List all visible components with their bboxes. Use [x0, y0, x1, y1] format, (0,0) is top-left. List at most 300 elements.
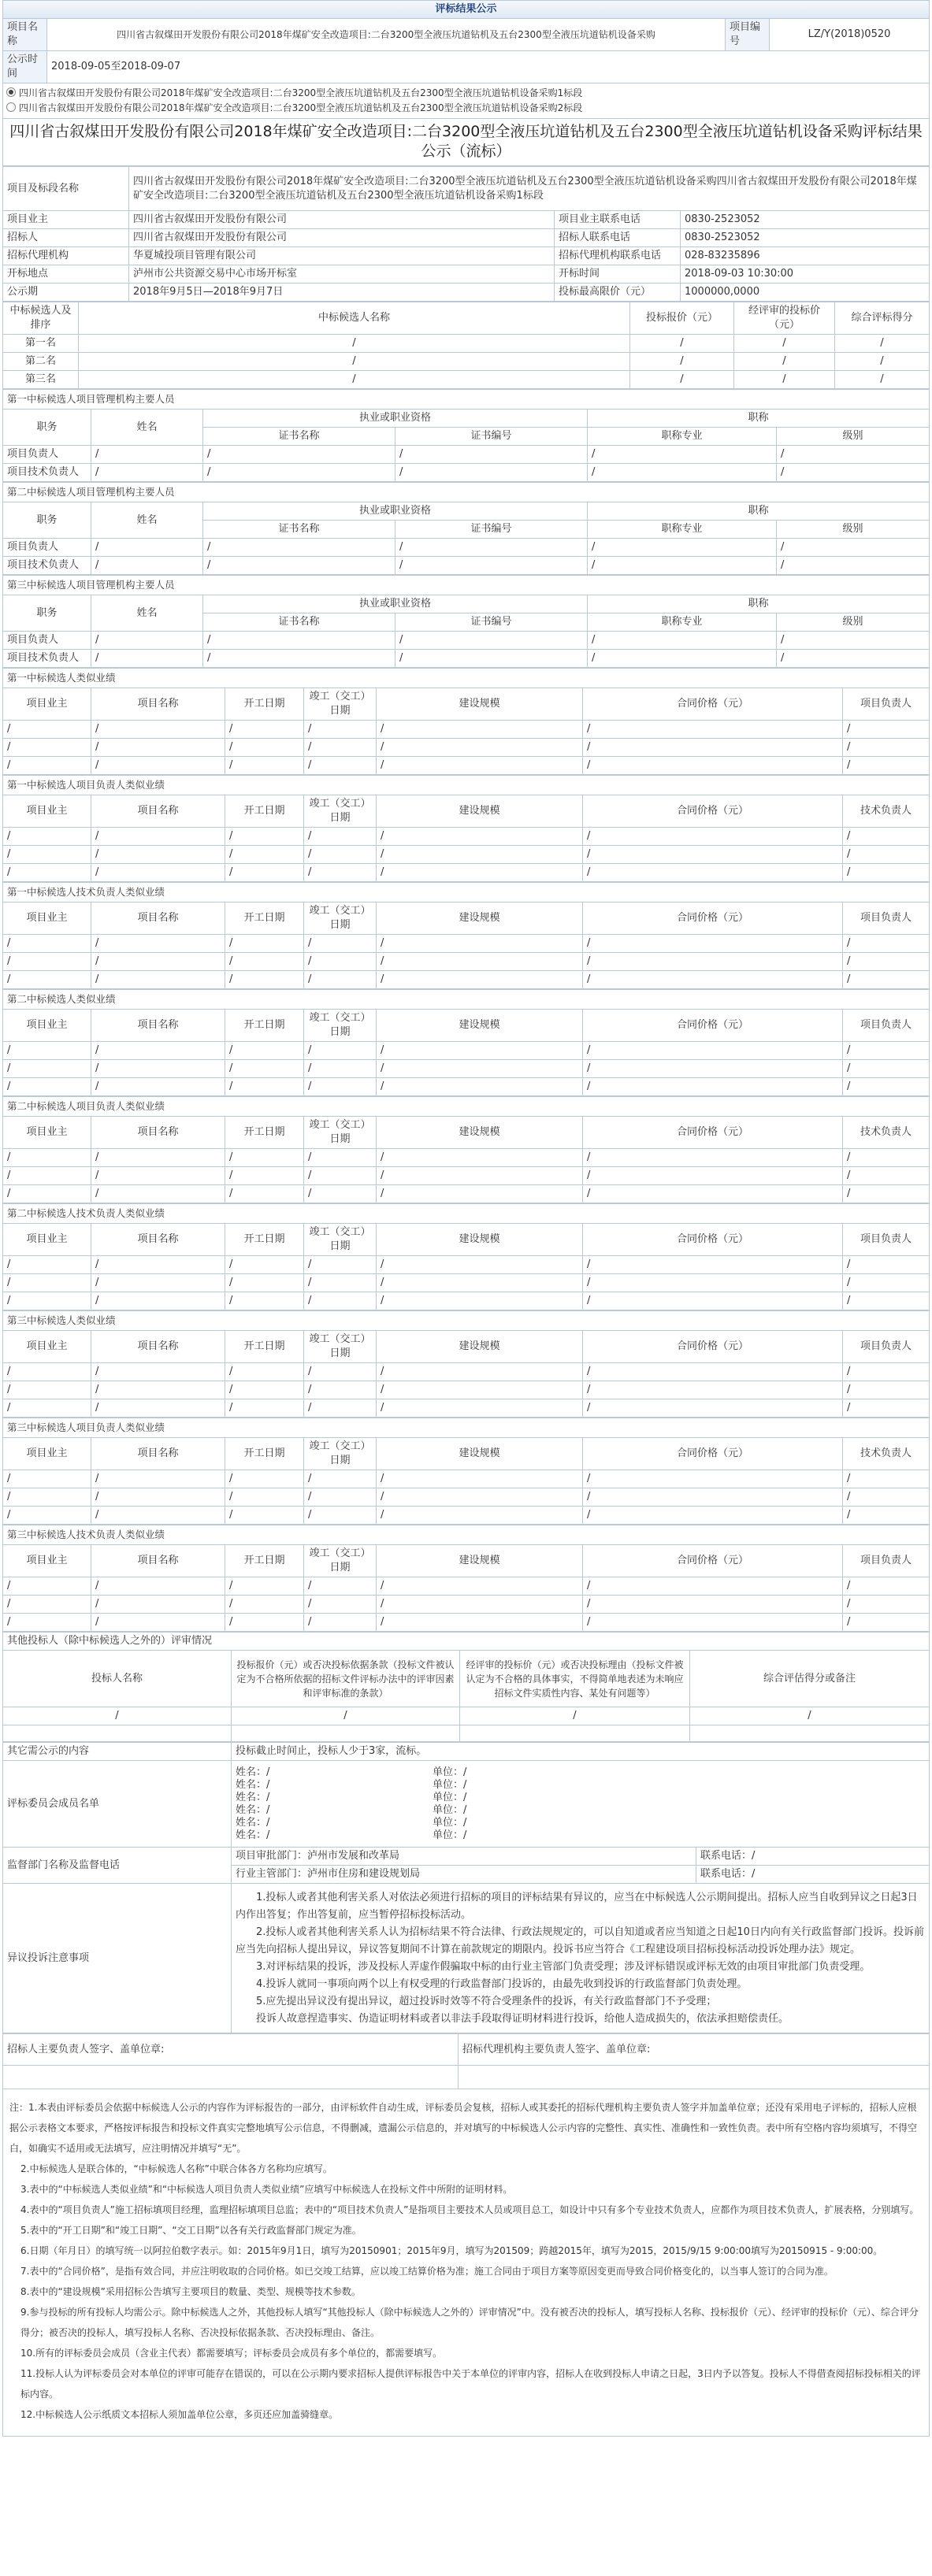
performance-cell: / [583, 1042, 843, 1060]
perf-header-start: 开工日期 [225, 1545, 304, 1577]
performance-cell: / [304, 953, 377, 971]
project-name-label: 项目名称 [3, 19, 47, 51]
performance-cell: / [91, 1042, 225, 1060]
owner-phone-value: 0830-2523052 [681, 211, 930, 229]
lot-option-1[interactable]: 四川省古叙煤田开发股份有限公司2018年煤矿安全改造项目:二台3200型全液压坑道钻机及五台2300型全液压坑道钻机设备采购1标段 [6, 86, 926, 101]
performance-row [3, 828, 930, 846]
committee-member [236, 1804, 925, 1817]
page-title: 四川省古叙煤田开发股份有限公司2018年煤矿安全改造项目:二台3200型全液压坑道钻机及五台2300型全液压坑道钻机设备采购评标结果公示（流标） [2, 119, 930, 166]
performance-cell: / [3, 971, 91, 989]
duty-header: 职务 [3, 502, 91, 539]
performance-cell: / [225, 1292, 304, 1310]
open-time-value: 2018-09-03 10:30:00 [681, 265, 930, 284]
performance-cell: / [225, 1381, 304, 1399]
performance-cell: / [583, 721, 843, 739]
performance-cell: / [91, 1078, 225, 1096]
performance-cell: / [91, 1256, 225, 1274]
performance-cell: / [377, 1488, 583, 1507]
performance-cell: / [3, 935, 91, 953]
performance-cell: / [3, 1042, 91, 1060]
perf-header-owner: 项目业主 [3, 1117, 91, 1149]
performance-cell: / [304, 935, 377, 953]
performance-cell: / [91, 1488, 225, 1507]
note-item: 9.参与投标的所有投标人均需公示。除中标候选人之外，其他投标人填写“其他投标人（除中标候选人之外的）评审情况”中。没有被否决的投标人，填写投标人名称、投标报价（元）、经评审的投标价（元）、综合评分得分；被否决的投标人，填写投标人名称、否决投标依据条款、否决投标理由、备注。 [20, 2307, 919, 2338]
performance-cell: / [91, 1149, 225, 1167]
objection-item: 1.投标人或者其他利害关系人对依法必须进行招标的项目的评标结果有异议的，应当在中标候选人公示期间提出。招标人应当自收到异议之日起3日内作出答复；作出答复前，应当暂停招标投标活动。 [236, 1891, 918, 1921]
performance-cell: / [583, 1614, 843, 1632]
staff-cell: / [203, 650, 395, 668]
meta-table [2, 18, 930, 83]
performance-cell: / [377, 971, 583, 989]
duty-cell: 项目负责人 [3, 539, 91, 557]
performance-cell: / [304, 1185, 377, 1203]
performance-cell: / [583, 1292, 843, 1310]
performance-table [2, 1525, 930, 1632]
performance-cell: / [843, 1274, 930, 1292]
staff-cell: / [203, 557, 395, 575]
performance-row [3, 721, 930, 739]
lot-option-2[interactable]: 四川省古叙煤田开发股份有限公司2018年煤矿安全改造项目:二台3200型全液压坑道钻机及五台2300型全液压坑道钻机设备采购2标段 [6, 101, 926, 116]
performance-cell: / [304, 1488, 377, 1507]
performance-cell: / [843, 1042, 930, 1060]
member-name: 姓名：/ [236, 1791, 270, 1803]
performance-cell: / [225, 953, 304, 971]
performance-section-title: 第一中标候选人技术负责人类似业绩 [3, 883, 930, 903]
remark-header: 综合评估得分或备注 [690, 1651, 930, 1707]
review-header: 经评审的投标价（元）或否决投标理由（投标文件被认定为不合格的具体事实，不得简单地表述为未响应招标文件实质性内容、某处有问题等） [460, 1651, 690, 1707]
performance-row [3, 864, 930, 882]
performance-cell: / [304, 1256, 377, 1274]
performance-cell: / [843, 1060, 930, 1078]
objection-item: 投诉人故意捏造事实、伪造证明材料或者以非法手段取得证明材料进行投诉，给他人造成损失的，依法承担赔偿责任。 [256, 2012, 789, 2025]
performance-cell: / [583, 1577, 843, 1596]
performance-row [3, 1507, 930, 1525]
performance-cell: / [3, 1060, 91, 1078]
performance-row [3, 1149, 930, 1167]
staff-cell: / [395, 464, 588, 482]
performance-row [3, 935, 930, 953]
approval-dept: 项目审批部门：泸州市发展和改革局 [232, 1848, 696, 1866]
performance-cell: / [225, 1149, 304, 1167]
committee-list [232, 1761, 930, 1848]
performance-row [3, 1363, 930, 1381]
performance-section-title: 第二中标候选人项目负责人类似业绩 [3, 1097, 930, 1117]
performance-cell: / [583, 828, 843, 846]
performance-table [2, 1310, 930, 1418]
level-header: 级别 [777, 521, 930, 539]
performance-cell: / [843, 1596, 930, 1614]
performance-cell: / [3, 1399, 91, 1418]
performance-cell: / [843, 1078, 930, 1096]
performance-cell: / [304, 864, 377, 882]
performance-cell: / [377, 757, 583, 775]
performance-cell: / [304, 1507, 377, 1525]
performance-cell: / [3, 721, 91, 739]
title-major-header: 职称专业 [588, 521, 777, 539]
performance-cell: / [304, 739, 377, 757]
perf-header-owner: 项目业主 [3, 795, 91, 828]
performance-cell: / [843, 1292, 930, 1310]
performance-cell: / [91, 739, 225, 757]
staff-row [3, 557, 930, 575]
performance-cell: / [304, 1274, 377, 1292]
perf-header-pname: 项目名称 [91, 688, 225, 721]
performance-cell: / [377, 864, 583, 882]
perf-header-finish: 竣工（交工）日期 [304, 903, 377, 935]
note-item: 6.日期（年月日）的填写统一以阿拉伯数字表示。如：2015年9月1日，填写为20150901；2015年9月，填写为201509；跨越2015年，填写为2015，2015/9/15 9:00:00填写为20150915 - 9:00:00。 [20, 2245, 883, 2256]
perf-header-price: 合同价格（元） [583, 1010, 843, 1042]
performance-cell: / [377, 1060, 583, 1078]
review-price-header: 经评审的投标价（元） [734, 302, 835, 335]
performance-cell: / [225, 739, 304, 757]
candidate-name: / [79, 335, 630, 353]
performance-section-title: 第一中标候选人项目负责人类似业绩 [3, 776, 930, 795]
perf-header-owner: 项目业主 [3, 1438, 91, 1470]
performance-cell: / [3, 739, 91, 757]
tenderer-value: 四川省古叙煤田开发股份有限公司 [129, 229, 555, 247]
performance-row [3, 1274, 930, 1292]
performance-cell: / [583, 739, 843, 757]
performance-cell: / [3, 1507, 91, 1525]
rank-label: 第二名 [3, 353, 79, 371]
perf-header-price: 合同价格（元） [583, 1117, 843, 1149]
staff-cell: / [777, 539, 930, 557]
period-label: 公示期 [3, 284, 129, 302]
member-name: 姓名：/ [236, 1778, 270, 1791]
performance-cell: / [843, 1149, 930, 1167]
performance-table [2, 882, 930, 989]
rank-label: 第三名 [3, 371, 79, 389]
performance-cell: / [843, 1470, 930, 1488]
member-unit: 单位：/ [433, 1791, 467, 1803]
radio-unchecked-icon[interactable] [6, 102, 16, 112]
price-header: 投标报价（元） [630, 302, 734, 335]
others-table [2, 1632, 930, 1742]
period-value: 2018年9月5日—2018年9月7日 [129, 284, 555, 302]
tenderer-phone-value: 0830-2523052 [681, 229, 930, 247]
staff-table [2, 482, 930, 575]
perf-header-scale: 建设规模 [377, 1438, 583, 1470]
performance-row [3, 1470, 930, 1488]
performance-cell: / [377, 1363, 583, 1381]
performance-cell: / [377, 1274, 583, 1292]
owner-phone-label: 项目业主联系电话 [555, 211, 681, 229]
performance-cell: / [843, 1363, 930, 1381]
performance-row [3, 1256, 930, 1274]
performance-cell: / [843, 757, 930, 775]
staff-cell: / [91, 650, 203, 668]
perf-header-start: 开工日期 [225, 1438, 304, 1470]
page [2, 0, 930, 2437]
performance-row [3, 1614, 930, 1632]
performance-row [3, 1381, 930, 1399]
performance-cell: / [225, 1470, 304, 1488]
performance-cell: / [3, 1167, 91, 1185]
performance-cell: / [3, 757, 91, 775]
performance-cell: / [225, 1167, 304, 1185]
performance-cell: / [225, 1399, 304, 1418]
lot-selector [2, 83, 930, 119]
performance-cell: / [304, 828, 377, 846]
tenderer-signature: 招标人主要负责人签字、盖单位章: [3, 2034, 459, 2066]
perf-header-finish: 竣工（交工）日期 [304, 1438, 377, 1470]
perf-header-finish: 竣工（交工）日期 [304, 688, 377, 721]
performance-row [3, 1399, 930, 1418]
name-header: 姓名 [91, 595, 203, 632]
name-header: 姓名 [91, 502, 203, 539]
perf-header-start: 开工日期 [225, 1010, 304, 1042]
performance-cell: / [583, 1185, 843, 1203]
performance-cell: / [583, 971, 843, 989]
project-no-label: 项目编号 [726, 19, 770, 51]
performance-cell: / [843, 1399, 930, 1418]
performance-table [2, 1096, 930, 1203]
performance-cell: / [91, 1577, 225, 1596]
member-unit: 单位：/ [433, 1803, 467, 1816]
staff-section-title: 第二中标候选人项目管理机构主要人员 [3, 483, 930, 502]
staff-cell: / [395, 632, 588, 650]
committee-member [236, 1829, 925, 1842]
staff-cell: / [91, 539, 203, 557]
title-major-header: 职称专业 [588, 428, 777, 446]
performance-cell: / [843, 1488, 930, 1507]
perf-header-scale: 建设规模 [377, 795, 583, 828]
bid-price: / [630, 353, 734, 371]
bottom-table [2, 1742, 930, 2033]
performance-cell: / [3, 1363, 91, 1381]
performance-cell: / [377, 1507, 583, 1525]
staff-sections [2, 389, 930, 668]
performance-cell: / [377, 1381, 583, 1399]
performance-cell: / [843, 1185, 930, 1203]
perf-header-owner: 项目业主 [3, 1545, 91, 1577]
perf-header-finish: 竣工（交工）日期 [304, 795, 377, 828]
performance-cell: / [91, 721, 225, 739]
committee-member [236, 1766, 925, 1779]
others-cell: / [690, 1707, 930, 1725]
staff-cell: / [203, 632, 395, 650]
performance-cell: / [3, 864, 91, 882]
open-time-label: 开标时间 [555, 265, 681, 284]
cert-no-header: 证书编号 [395, 428, 588, 446]
title-major-header: 职称专业 [588, 613, 777, 632]
duty-cell: 项目负责人 [3, 446, 91, 464]
performance-cell: / [91, 1507, 225, 1525]
perf-header-pname: 项目名称 [91, 1117, 225, 1149]
performance-cell: / [91, 1399, 225, 1418]
performance-cell: / [304, 1577, 377, 1596]
performance-cell: / [583, 1078, 843, 1096]
performance-row [3, 953, 930, 971]
staff-row [3, 446, 930, 464]
other-content-value: 投标截止时间止，投标人少于3家，流标。 [232, 1743, 930, 1761]
perf-header-owner: 项目业主 [3, 1331, 91, 1363]
performance-cell: / [225, 935, 304, 953]
perf-header-scale: 建设规模 [377, 1331, 583, 1363]
staff-section-title: 第三中标候选人项目管理机构主要人员 [3, 576, 930, 595]
performance-row [3, 1488, 930, 1507]
perf-header-scale: 建设规模 [377, 1224, 583, 1256]
perf-header-price: 合同价格（元） [583, 688, 843, 721]
performance-cell: / [225, 1042, 304, 1060]
perf-header-pname: 项目名称 [91, 1545, 225, 1577]
bidder-header: 投标人名称 [3, 1651, 232, 1707]
perf-header-pm: 项目负责人 [843, 1545, 930, 1577]
staff-cell: / [203, 539, 395, 557]
performance-cell: / [225, 846, 304, 864]
tenderer-phone-label: 招标人联系电话 [555, 229, 681, 247]
performance-cell: / [304, 971, 377, 989]
performance-cell: / [377, 1042, 583, 1060]
perf-header-pm: 项目负责人 [843, 1331, 930, 1363]
member-unit: 单位：/ [433, 1829, 467, 1841]
performance-cell: / [3, 1488, 91, 1507]
section-label: 项目及标段名称 [3, 167, 129, 211]
performance-section-title: 第二中标候选人技术负责人类似业绩 [3, 1204, 930, 1224]
staff-cell: / [777, 650, 930, 668]
performance-cell: / [91, 1596, 225, 1614]
performance-row [3, 1596, 930, 1614]
performance-cell: / [91, 1274, 225, 1292]
performance-cell: / [304, 1042, 377, 1060]
qualification-header: 执业或职业资格 [203, 502, 588, 521]
info-table [2, 166, 930, 302]
tenderer-label: 招标人 [3, 229, 129, 247]
staff-cell: / [588, 464, 777, 482]
owner-value: 四川省古叙煤田开发股份有限公司 [129, 211, 555, 229]
performance-cell: / [583, 1381, 843, 1399]
industry-phone: 联系电话：/ [696, 1866, 930, 1884]
performance-cell: / [843, 1381, 930, 1399]
performance-cell: / [304, 1596, 377, 1614]
cert-no-header: 证书编号 [395, 613, 588, 632]
performance-cell: / [3, 1381, 91, 1399]
performance-cell: / [304, 721, 377, 739]
score: / [835, 371, 930, 389]
performance-cell: / [225, 1507, 304, 1525]
performance-cell: / [91, 846, 225, 864]
performance-cell: / [3, 1185, 91, 1203]
performance-cell: / [843, 828, 930, 846]
bid-price: / [630, 335, 734, 353]
performance-cell: / [377, 935, 583, 953]
objection-item: 2.投标人或者其他利害关系人认为招标结果不符合法律、行政法规规定的，可以自知道或者应当知道之日起10日内向有关行政监督部门投诉。投诉前应当先向招标人提出异议，异议答复期间不计算在前款规定的期限内。投诉书应当符合《工程建设项目招标投标活动投诉处理办法》规定。 [236, 1926, 924, 1955]
rank-rows [3, 335, 930, 389]
perf-header-finish: 竣工（交工）日期 [304, 1010, 377, 1042]
performance-row [3, 1577, 930, 1596]
quote-header: 投标报价（元）或否决投标依据条款（投标文件被认定为不合格所依据的招标文件评标办法中的评审因素和评审标准的条款） [232, 1651, 460, 1707]
staff-cell: / [588, 557, 777, 575]
candidate-name: / [79, 371, 630, 389]
perf-header-owner: 项目业主 [3, 1010, 91, 1042]
perf-header-tech: 技术负责人 [843, 1438, 930, 1470]
perf-header-pname: 项目名称 [91, 1331, 225, 1363]
performance-cell: / [583, 757, 843, 775]
title-header: 职称 [588, 410, 930, 428]
performance-cell: / [377, 1596, 583, 1614]
staff-table [2, 575, 930, 668]
staff-cell: / [91, 557, 203, 575]
performance-cell: / [583, 1274, 843, 1292]
title-header: 职称 [588, 595, 930, 613]
staff-cell: / [777, 446, 930, 464]
performance-cell: / [91, 828, 225, 846]
performance-cell: / [583, 935, 843, 953]
objection-item: 5.应先提出异议没有提出异议，超过投诉时效等不符合受理条件的投诉，有关行政监督部门不予受理； [256, 1995, 717, 2007]
project-no-value: LZ/Y(2018)0520 [770, 19, 930, 51]
performance-cell: / [3, 1256, 91, 1274]
signature-table [2, 2033, 930, 2089]
performance-cell: / [583, 1488, 843, 1507]
performance-cell: / [583, 1507, 843, 1525]
duty-header: 职务 [3, 595, 91, 632]
note-item: 2.中标候选人是联合体的，“中标候选人名称”中联合体各方名称均应填写。 [20, 2163, 332, 2174]
other-content-label: 其它需公示的内容 [3, 1743, 232, 1761]
title-header: 职称 [588, 502, 930, 521]
staff-table [2, 389, 930, 482]
performance-cell: / [225, 721, 304, 739]
staff-cell: / [395, 650, 588, 668]
performance-cell: / [91, 935, 225, 953]
perf-header-price: 合同价格（元） [583, 1331, 843, 1363]
performance-cell: / [91, 1185, 225, 1203]
performance-cell: / [583, 1167, 843, 1185]
performance-cell: / [91, 864, 225, 882]
rank-row [3, 335, 930, 353]
publish-time-value: 2018-09-05至2018-09-07 [47, 51, 930, 83]
member-name: 姓名：/ [236, 1829, 270, 1841]
performance-cell: / [304, 1292, 377, 1310]
performance-cell: / [377, 953, 583, 971]
perf-header-pname: 项目名称 [91, 1224, 225, 1256]
staff-cell: / [91, 632, 203, 650]
perf-header-price: 合同价格（元） [583, 1438, 843, 1470]
perf-header-owner: 项目业主 [3, 1224, 91, 1256]
performance-cell: / [225, 1256, 304, 1274]
performance-cell: / [583, 1256, 843, 1274]
performance-row [3, 1042, 930, 1060]
member-unit: 单位：/ [433, 1816, 467, 1829]
objection-item: 3.对评标结果的投诉，涉及投标人弄虚作假骗取中标的由行业主管部门负责受理；涉及评标错误或评标无效的由项目审批部门负责受理。 [256, 1960, 871, 1973]
publish-time-label: 公示时间 [3, 51, 47, 83]
performance-section-title: 第一中标候选人类似业绩 [3, 669, 930, 688]
note-item: 7.表中的“合同价格”，是指有效合同，并应注明收取的合同价格。如已交竣工结算，应以竣工结算价格为准；施工合同由于项目方案等原因变更而导致合同价格变化的，以当事人签订的合同为准。 [20, 2266, 834, 2277]
performance-cell: / [377, 828, 583, 846]
performance-cell: / [91, 757, 225, 775]
duty-cell: 项目技术负责人 [3, 464, 91, 482]
performance-table [2, 1203, 930, 1310]
review-price: / [734, 371, 835, 389]
performance-cell: / [843, 1577, 930, 1596]
perf-header-price: 合同价格（元） [583, 903, 843, 935]
performance-cell: / [377, 1577, 583, 1596]
staff-row [3, 632, 930, 650]
duty-cell: 项目负责人 [3, 632, 91, 650]
performance-cell: / [225, 1060, 304, 1078]
owner-label: 项目业主 [3, 211, 129, 229]
perf-header-start: 开工日期 [225, 795, 304, 828]
performance-cell: / [304, 1399, 377, 1418]
candidate-name-header: 中标候选人名称 [79, 302, 630, 335]
performance-cell: / [304, 1167, 377, 1185]
performance-cell: / [304, 1381, 377, 1399]
performance-cell: / [3, 1614, 91, 1632]
radio-checked-icon[interactable] [6, 87, 16, 97]
perf-header-scale: 建设规模 [377, 1545, 583, 1577]
staff-row [3, 650, 930, 668]
performance-cell: / [377, 1614, 583, 1632]
performance-cell: / [377, 1256, 583, 1274]
